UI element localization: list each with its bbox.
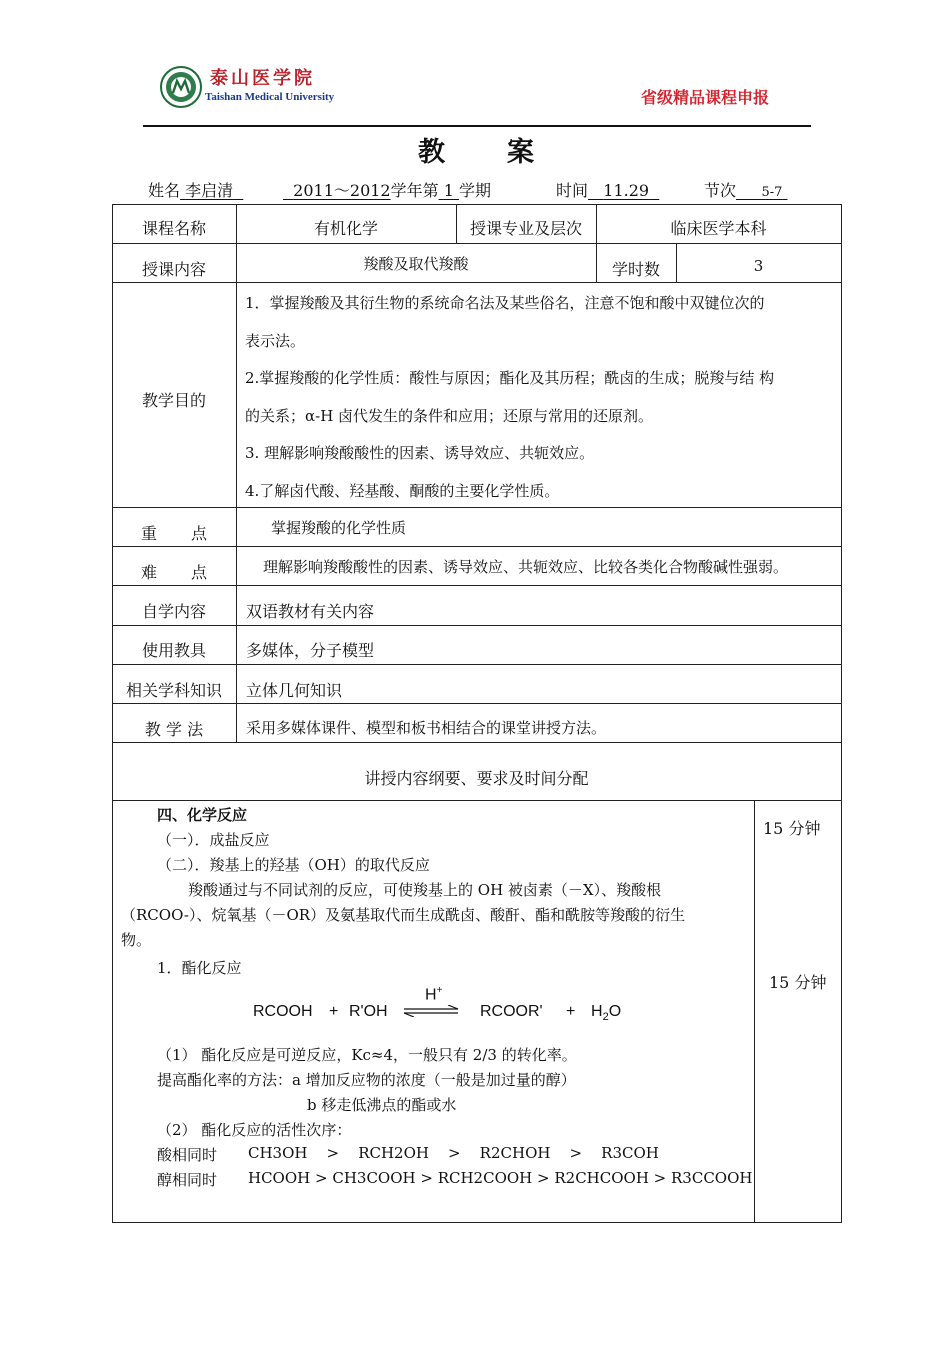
esterification-heading: 1．酯化反应 <box>157 959 242 977</box>
eq-plus-2: + <box>566 1003 576 1020</box>
eq-reactant-2: R'OH <box>349 1003 388 1020</box>
eq-product-2: $H_2O$ <box>591 1003 622 1024</box>
eq-plus-1: + <box>329 1003 339 1020</box>
section-heading: 四、化学反应 <box>157 806 248 824</box>
note-reversible: （1） 酯化反应是可逆反应，Kc≈4，一般只有 2/3 的转化率。 <box>157 1046 577 1064</box>
objective-line-4: 的关系；α-H 卤代发生的条件和应用；还原与常用的还原剂。 <box>245 407 654 425</box>
key-point-label: 重 点 <box>141 524 208 543</box>
acid-same-order: CH3OH > RCH2OH > R2CHOH > R3COH <box>248 1144 659 1162</box>
teacher-name: 李启清 <box>185 181 234 200</box>
self-study-text: 双语教材有关内容 <box>246 602 375 621</box>
method-text: 采用多媒体课件、模型和板书相结合的课堂讲授方法。 <box>246 719 607 737</box>
tools-text: 多媒体，分子模型 <box>246 641 375 660</box>
lesson-date: 11.29 <box>603 181 650 200</box>
tools-label: 使用教具 <box>141 641 206 660</box>
course-name: 有机化学 <box>313 219 378 238</box>
university-logo <box>160 66 202 108</box>
hours-label: 学时数 <box>611 260 660 279</box>
time-allocation-2: 15 分钟 <box>769 973 827 992</box>
academic-year: 2011～2012 <box>293 181 391 200</box>
eq-reactant-1: RCOOH <box>253 1003 313 1020</box>
period-field: 节次 5-7 <box>704 178 787 201</box>
hours-value: 3 <box>753 257 764 275</box>
content-label: 授课内容 <box>141 260 206 279</box>
university-name-cn: 泰山医学院 <box>210 68 315 89</box>
outline-header: 讲授内容纲要、要求及时间分配 <box>364 769 589 788</box>
time-field: 时间 11.29 <box>556 178 659 201</box>
objective-line-3: 2.掌握羧酸的化学性质：酸性与原因；酯化及其历程；酰卤的生成；脱羧与结 构 <box>245 369 775 387</box>
related-label: 相关学科知识 <box>125 681 222 700</box>
self-study-label: 自学内容 <box>141 602 206 621</box>
difficulty-label: 难 点 <box>141 563 208 582</box>
equilibrium-arrow-icon <box>402 1005 460 1017</box>
related-text: 立体几何知识 <box>246 681 343 700</box>
subsection-1: （一）．成盐反应 <box>157 831 270 849</box>
paragraph-line-2: （RCOO-）、烷氧基（－OR）及氨基取代而生成酰卤、酸酐、酯和酰胺等羧酸的衍生 <box>121 906 686 924</box>
alcohol-same-label: 醇相同时 <box>157 1171 218 1189</box>
subsection-2: （二）．羧基上的羟基（OH）的取代反应 <box>157 856 430 874</box>
difficulty-text: 理解影响羧酸酸性的因素、诱导效应、共轭效应、比较各类化合物酸碱性强弱。 <box>263 558 789 576</box>
term-number: 1 <box>443 181 454 200</box>
objectives-label: 教学目的 <box>141 391 206 410</box>
eq-product-1: RCOOR' <box>480 1003 543 1020</box>
key-point-text: 掌握羧酸的化学性质 <box>271 519 407 537</box>
term-field: 2011～2012学年第 1 学期 <box>283 178 491 201</box>
content-value: 羧酸及取代羧酸 <box>363 255 469 273</box>
note-improve-a: 提高酯化率的方法：a 增加反应物的浓度（一般是加过量的醇） <box>157 1071 576 1089</box>
paragraph-line-1: 羧酸通过与不同试剂的反应，可使羧基上的 OH 被卤素（－X）、羧酸根 <box>188 881 662 899</box>
header-divider <box>143 125 811 127</box>
document-title <box>0 130 952 169</box>
alcohol-same-order: HCOOH > CH3COOH > RCH2COOH > R2CHCOOH > R3CCOOH <box>248 1169 753 1187</box>
title-char-1: 教 <box>418 137 445 168</box>
major-label: 授课专业及层次 <box>469 219 582 238</box>
lesson-period: 5-7 <box>761 185 783 200</box>
note-activity-order: （2） 酯化反应的活性次序： <box>157 1121 352 1139</box>
eq-catalyst: H+ <box>425 985 443 1004</box>
university-name-en: Taishan Medical University <box>205 91 335 103</box>
objective-line-6: 4.了解卤代酸、羟基酸、酮酸的主要化学性质。 <box>245 482 560 500</box>
method-label: 教 学 法 <box>144 720 204 739</box>
major-value: 临床医学本科 <box>670 219 767 238</box>
name-field: 姓名 李启清 <box>148 178 243 201</box>
course-name-label: 课程名称 <box>141 219 206 238</box>
paragraph-line-3: 物。 <box>121 931 152 949</box>
title-char-2: 案 <box>507 137 534 168</box>
note-improve-b: b 移走低沸点的酯或水 <box>307 1096 457 1114</box>
objective-line-1: 1．掌握羧酸及其衍生物的系统命名法及某些俗名，注意不饱和酸中双键位次的 <box>245 294 765 312</box>
declaration-label: 省级精品课程申报 <box>641 88 770 107</box>
acid-same-label: 酸相同时 <box>157 1146 218 1164</box>
time-allocation-1: 15 分钟 <box>763 819 821 838</box>
objective-line-2: 表示法。 <box>245 332 306 350</box>
objective-line-5: 3. 理解影响羧酸酸性的因素、诱导效应、共轭效应。 <box>245 444 595 462</box>
